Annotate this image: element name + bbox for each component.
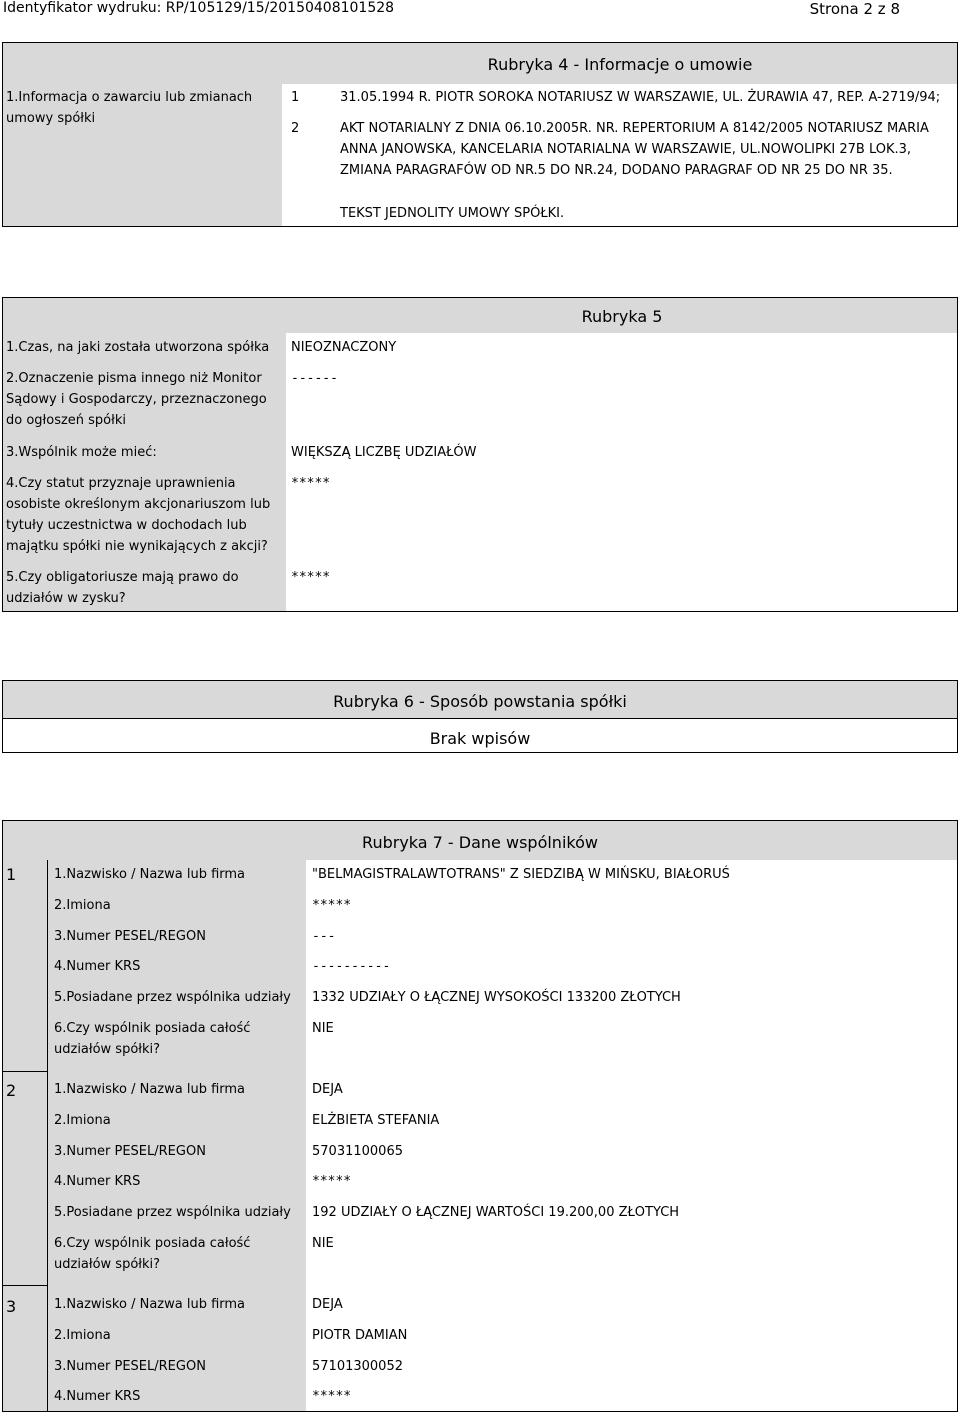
- entry-number: 1: [291, 90, 300, 105]
- rubryka-7-title: Rubryka 7 - Dane wspólników: [362, 833, 598, 852]
- no-entries-text: Brak wpisów: [429, 729, 531, 748]
- rubryka-5-title: Rubryka 5: [581, 307, 663, 326]
- field-label: 2.Imiona: [54, 1328, 111, 1343]
- field-value: *****: [312, 898, 352, 913]
- field-label: 3.Numer PESEL/REGON: [54, 929, 206, 944]
- field-label: 2.Imiona: [54, 898, 111, 913]
- rubryka-6-title: Rubryka 6 - Sposób powstania spółki: [333, 692, 627, 711]
- field-value: "BELMAGISTRALAWTOTRANS" Z SIEDZIBĄ W MIŃSKU, BIAŁORUŚ: [312, 867, 730, 882]
- field-label: 2.Imiona: [54, 1113, 111, 1128]
- contract-info-label: 1.Informacja o zawarciu lub zmianach umowy spółki: [6, 90, 253, 126]
- field-value: DEJA: [312, 1082, 343, 1097]
- field-label: 5.Posiadane przez wspólnika udziały: [54, 1205, 291, 1220]
- field-value: DEJA: [312, 1297, 343, 1312]
- partner-number: 1: [6, 865, 17, 884]
- field-value: *****: [312, 1174, 352, 1189]
- partner-number: 3: [6, 1297, 17, 1316]
- partner-number: 2: [6, 1081, 17, 1100]
- field-value: ---: [312, 929, 336, 944]
- field-value: ------: [291, 371, 338, 386]
- field-label: 4.Czy statut przyznaje uprawnienia osobiste określonym akcjonariuszom lub tytuły uczestnictwa w dochodach lub majątku spółki nie wynikających z akcji?: [6, 476, 271, 554]
- field-value: ELŻBIETA STEFANIA: [312, 1113, 440, 1128]
- field-label: 1.Czas, na jaki została utworzona spółka: [6, 340, 270, 355]
- page-number: Strona 2 z 8: [809, 0, 900, 18]
- field-label: 5.Posiadane przez wspólnika udziały: [54, 990, 291, 1005]
- field-value: WIĘKSZĄ LICZBĘ UDZIAŁÓW: [291, 445, 477, 460]
- field-value: *****: [291, 570, 331, 585]
- field-label: 3.Numer PESEL/REGON: [54, 1144, 206, 1159]
- field-value: NIEOZNACZONY: [291, 340, 397, 355]
- field-label: 1.Nazwisko / Nazwa lub firma: [54, 1297, 246, 1312]
- field-value: ----------: [312, 959, 391, 974]
- field-label: 3.Wspólnik może mieć:: [6, 445, 157, 460]
- field-label: 3.Numer PESEL/REGON: [54, 1359, 206, 1374]
- field-label: 4.Numer KRS: [54, 1389, 141, 1404]
- rubryka-4-title: Rubryka 4 - Informacje o umowie: [487, 55, 753, 74]
- field-label: 4.Numer KRS: [54, 959, 141, 974]
- field-value: NIE: [312, 1021, 334, 1036]
- field-value: 192 UDZIAŁY O ŁĄCZNEJ WARTOŚCI 19.200,00 ZŁOTYCH: [312, 1205, 680, 1220]
- entry-text-continued: TEKST JEDNOLITY UMOWY SPÓŁKI.: [340, 206, 565, 221]
- field-value: 57031100065: [312, 1144, 403, 1159]
- field-label: 5.Czy obligatoriusze mają prawo do udziałów w zysku?: [6, 570, 239, 606]
- entry-text: AKT NOTARIALNY Z DNIA 06.10.2005R. NR. REPERTORIUM A 8142/2005 NOTARIUSZ MARIA ANNA JANOWSKA, KANCELARIA NOTARIALNA W WARSZAWIE, UL.NOWOLIPKI 27B LOK.3, ZMIANA PARAGRAFÓW OD NR.5 DO NR.24, DODANO PARAGRAF OD NR 25 DO NR 35.: [340, 121, 929, 178]
- field-value: *****: [312, 1389, 352, 1404]
- field-value: *****: [291, 476, 331, 491]
- field-label: 1.Nazwisko / Nazwa lub firma: [54, 867, 246, 882]
- field-label: 1.Nazwisko / Nazwa lub firma: [54, 1082, 246, 1097]
- field-label: 6.Czy wspólnik posiada całość udziałów spółki?: [54, 1021, 251, 1057]
- field-value: PIOTR DAMIAN: [312, 1328, 408, 1343]
- field-label: 4.Numer KRS: [54, 1174, 141, 1189]
- field-label: 6.Czy wspólnik posiada całość udziałów spółki?: [54, 1236, 251, 1272]
- entry-number: 2: [291, 121, 300, 136]
- entry-text: 31.05.1994 R. PIOTR SOROKA NOTARIUSZ W WARSZAWIE, UL. ŻURAWIA 47, REP. A-2719/94;: [340, 90, 941, 105]
- field-label: 2.Oznaczenie pisma innego niż Monitor Sądowy i Gospodarczy, przeznaczonego do ogłoszeń spółki: [6, 371, 267, 428]
- field-value: 1332 UDZIAŁY O ŁĄCZNEJ WYSOKOŚCI 133200 ZŁOTYCH: [312, 990, 681, 1005]
- print-identifier: Identyfikator wydruku: RP/105129/15/20150408101528: [3, 0, 395, 16]
- field-value: 57101300052: [312, 1359, 403, 1374]
- field-value: NIE: [312, 1236, 334, 1251]
